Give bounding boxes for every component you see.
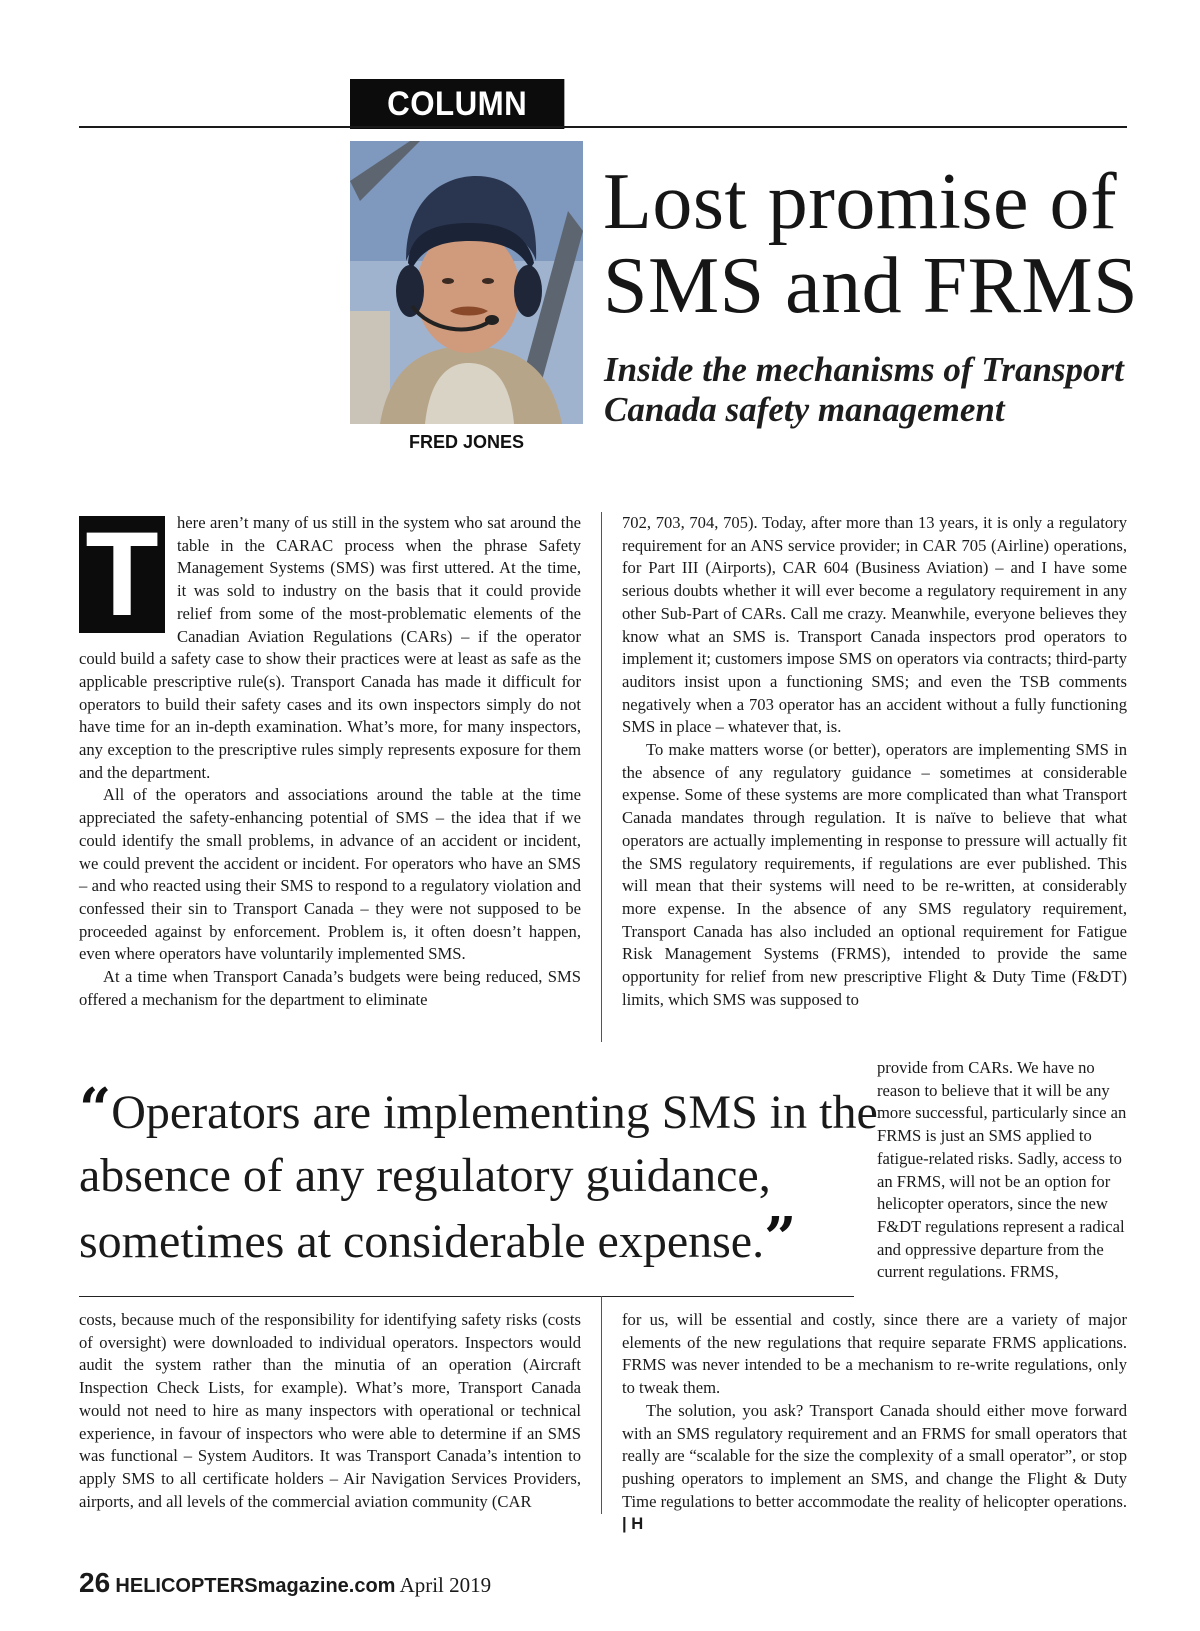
paragraph: 702, 703, 704, 705). Today, after more than 13 years, it is only a regulatory requirement for an ANS service provider; in CAR 705 (Airline) operations, for Part III (Airports), CAR 604 (Business Aviation) – and I have some serious doubts whether it will ever become a regulatory requirement in any other Sub-Part of CARs. Call me crazy. Meanwhile, everyone believes they know what an SMS is. Transport Canada inspectors prod operators to implement it; customers impose SMS on operators via contracts; third-party auditors insist upon a functioning SMS; and even the TSB comments negatively when a 703 operator has an accident without a fully functioning SMS in place – whatever that, is. — [622, 513, 1127, 737]
paragraph: The solution, you ask? Transport Canada should either move forward with an SMS regulatory requirement and an FRMS for small operators that really are “scalable for the size the complexity of a small operator”, or stop pushing operators to implement an SMS, and change the Flight & Duty Time regulations to better accommodate the reality of helicopter operations. | H — [622, 1400, 1127, 1534]
pull-quote-text: “Operators are implementing SMS in the absence of any regulatory guidance, sometimes at considerable expense.” — [79, 1076, 878, 1271]
column-a-top — [79, 507, 581, 1011]
footer-site: HELICOPTERSmagazine.com — [115, 1575, 396, 1597]
headline: Lost promise of SMS and FRMS — [603, 158, 1139, 330]
paragraph: To make matters worse (or better), operators are implementing SMS in the absence of any regulatory guidance – sometimes at considerable expense. Some of these systems are more complicated than what Transport Canada mandates through regulation. It is naïve to believe that what operators are actually implementing in response to pressure will actually fit the SMS regulatory requirements, if regulations are ever published. This will mean that their systems will need to be re-written, at considerably more expense. In the absence of any SMS regulatory requirement, Transport Canada has also included an optional requirement for Fatigue Risk Management Systems (FRMS), intended to provide the same opportunity for relief from new prescriptive Flight & Duty Time (F&DT) limits, which SMS was supposed to — [622, 740, 1127, 1009]
footer-issue: April 2019 — [399, 1573, 492, 1597]
section-label: COLUMN — [350, 79, 564, 129]
end-mark: | H — [622, 1514, 644, 1534]
header-rule — [79, 126, 1127, 128]
pilot-portrait-image — [350, 141, 583, 424]
column-b-top — [622, 512, 1127, 1011]
page-number: 26 — [79, 1567, 111, 1598]
paragraph: for us, will be essential and costly, since there are a variety of major elements of the new regulations that require separate FRMS applications. FRMS was never intended to be a mechanism to re-write regulations, only to tweak them. — [622, 1310, 1127, 1398]
column-divider — [601, 512, 602, 1042]
drop-cap: T — [79, 516, 165, 633]
paragraph: here aren’t many of us still in the system who sat around the table in the CARAC process when the phrase Safety Management Systems (SMS) was first uttered. At the time, it was sold to industry on the basis that it could provide relief from some of the most-problematic elements of the Canadian Aviation Regulations (CARs) – if the operator could build a safety case to show their practices were at least as safe as the applicable prescriptive rule(s). Transport Canada has made it difficult for operators to build their safety cases and its own inspectors simply do not have time for an in-depth examination. What’s more, for many inspectors, any exception to the prescriptive rules simply represents exposure for them and the department. — [79, 513, 581, 782]
column-b-narrow — [877, 1057, 1127, 1284]
open-quote-icon: “ — [79, 1076, 112, 1142]
paragraph: At a time when Transport Canada’s budgets were being reduced, SMS offered a mechanism for the department to eliminate — [79, 967, 581, 1009]
paragraph: provide from CARs. We have no reason to believe that it will be any more successful, particularly since an FRMS is just an SMS applied to fatigue-related risks. Sadly, access to an FRMS, will not be an option for helicopter operators, since the new F&DT regulations represent a radical and oppressive departure from the current regulations. FRMS, — [877, 1058, 1127, 1282]
author-photo — [350, 141, 583, 424]
paragraph: costs, because much of the responsibility for identifying safety risks (costs of oversight) were downloaded to individual operators. Inspectors would audit the system rather than the minutia of an operation (Aircraft Inspection Check Lists, for example). What’s more, Transport Canada would not need to hire as many inspectors with operational or technical experience, in favour of inspectors who were able to determine if an SMS was functional – System Auditors. It was Transport Canada’s intention to apply SMS to all certificate holders – Air Navigation Services Providers, airports, and all levels of the commercial aviation community (CAR — [79, 1310, 581, 1511]
pull-quote — [79, 1078, 879, 1273]
pull-quote-rule — [79, 1296, 854, 1297]
column-b-bottom — [622, 1309, 1127, 1536]
page-footer — [79, 1567, 491, 1599]
paragraph: All of the operators and associations around the table at the time appreciated the safety-enhancing potential of SMS – the idea that if we could identify the small problems, in advance of an accident or incident, we could prevent the accident or incident. For operators who have an SMS – and who reacted using their SMS to respond to a regulatory violation and confessed their sin to Transport Canada – they were not supposed to be proceeded against by enforcement. Problem is, it often doesn’t happen, even where operators have voluntarily implemented SMS. — [79, 785, 581, 964]
author-byline: FRED JONES — [408, 432, 525, 452]
deck-subtitle: Inside the mechanisms of Transport Canada safety management — [604, 350, 1124, 429]
close-quote-icon: ” — [764, 1205, 797, 1271]
column-a-bottom — [79, 1309, 581, 1513]
column-divider — [601, 1296, 602, 1514]
